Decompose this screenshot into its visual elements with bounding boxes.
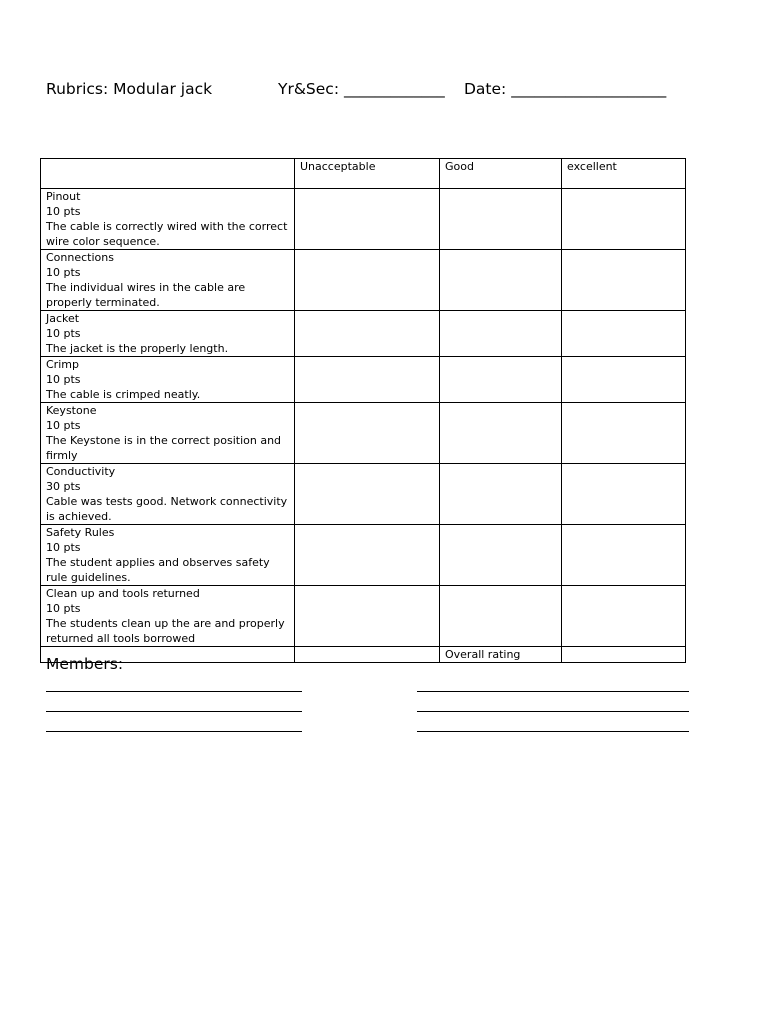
score-cell-unacceptable[interactable] [295, 403, 440, 464]
member-signature-line[interactable] [46, 731, 302, 732]
criterion-cell [41, 464, 295, 525]
score-cell-excellent[interactable] [562, 586, 686, 647]
score-cell-unacceptable[interactable] [295, 311, 440, 357]
criterion-points: 10 pts [46, 327, 81, 340]
score-cell-good[interactable] [440, 403, 562, 464]
score-cell-unacceptable[interactable] [295, 250, 440, 311]
member-signature-line[interactable] [417, 711, 689, 712]
yrsec-field[interactable]: Yr&Sec: _____________ [278, 80, 445, 98]
criterion-points: 10 pts [46, 602, 81, 615]
score-cell-unacceptable[interactable] [295, 586, 440, 647]
criterion-cell [41, 525, 295, 586]
table-footer-row [41, 647, 686, 663]
criterion-points: 30 pts [46, 480, 81, 493]
score-cell-excellent[interactable] [562, 311, 686, 357]
table-row [41, 403, 686, 464]
member-signature-line[interactable] [417, 691, 689, 692]
criterion-cell [41, 250, 295, 311]
criterion-description: The Keystone is in the correct position and firmly [46, 434, 282, 462]
score-cell-unacceptable[interactable] [295, 357, 440, 403]
criterion-points: 10 pts [46, 266, 81, 279]
table-header-row [41, 159, 686, 189]
score-cell-good[interactable] [440, 586, 562, 647]
criterion-description: The jacket is the properly length. [46, 342, 229, 355]
score-cell-excellent[interactable] [562, 250, 686, 311]
member-signature-line[interactable] [46, 711, 302, 712]
criterion-cell [41, 403, 295, 464]
criterion-cell [41, 586, 295, 647]
date-field[interactable]: Date: ____________________ [464, 80, 667, 98]
overall-rating-label: Overall rating [440, 647, 562, 663]
header [46, 80, 726, 152]
score-cell-good[interactable] [440, 189, 562, 250]
score-cell-good[interactable] [440, 464, 562, 525]
column-header-excellent: excellent [562, 159, 686, 189]
criterion-name: Jacket [46, 312, 80, 325]
member-signature-line[interactable] [417, 731, 689, 732]
criterion-cell [41, 357, 295, 403]
rubric-body [41, 189, 686, 647]
criterion-name: Conductivity [46, 465, 116, 478]
criterion-cell [41, 311, 295, 357]
members-label: Members: [46, 655, 124, 673]
table-row [41, 250, 686, 311]
table-row [41, 586, 686, 647]
criterion-description: The individual wires in the cable are properly terminated. [46, 281, 246, 309]
criterion-points: 10 pts [46, 419, 81, 432]
criterion-points: 10 pts [46, 373, 81, 386]
page-title: Rubrics: Modular jack [46, 80, 213, 98]
criterion-name: Crimp [46, 358, 79, 371]
criterion-name: Pinout [46, 190, 81, 203]
score-cell-excellent[interactable] [562, 189, 686, 250]
member-signature-line[interactable] [46, 691, 302, 692]
criterion-name: Connections [46, 251, 114, 264]
table-row [41, 525, 686, 586]
score-cell-unacceptable[interactable] [295, 189, 440, 250]
score-cell-excellent[interactable] [562, 403, 686, 464]
score-cell-excellent[interactable] [562, 357, 686, 403]
criterion-name: Safety Rules [46, 526, 115, 539]
table-row [41, 464, 686, 525]
rubric-table [40, 158, 686, 663]
score-cell-good[interactable] [440, 311, 562, 357]
criterion-description: Cable was tests good. Network connectivity is achieved. [46, 495, 288, 523]
column-header-good: Good [440, 159, 562, 189]
criterion-description: The student applies and observes safety rule guidelines. [46, 556, 270, 584]
table-row [41, 311, 686, 357]
column-header-unacceptable: Unacceptable [295, 159, 440, 189]
table-row [41, 357, 686, 403]
score-cell-unacceptable[interactable] [295, 464, 440, 525]
score-cell-excellent[interactable] [562, 525, 686, 586]
criterion-description: The cable is correctly wired with the correct wire color sequence. [46, 220, 288, 248]
column-header-criteria [41, 159, 295, 189]
score-cell-good[interactable] [440, 357, 562, 403]
score-cell-excellent[interactable] [562, 464, 686, 525]
criterion-cell [41, 189, 295, 250]
criterion-description: The cable is crimped neatly. [46, 388, 201, 401]
score-cell-unacceptable[interactable] [295, 525, 440, 586]
score-cell-good[interactable] [440, 525, 562, 586]
criterion-points: 10 pts [46, 541, 81, 554]
criterion-description: The students clean up the are and properly returned all tools borrowed [46, 617, 285, 645]
criterion-name: Clean up and tools returned [46, 587, 200, 600]
overall-rating-cell[interactable] [562, 647, 686, 663]
footer-empty-cell [295, 647, 440, 663]
score-cell-good[interactable] [440, 250, 562, 311]
table-row [41, 189, 686, 250]
criterion-name: Keystone [46, 404, 97, 417]
criterion-points: 10 pts [46, 205, 81, 218]
